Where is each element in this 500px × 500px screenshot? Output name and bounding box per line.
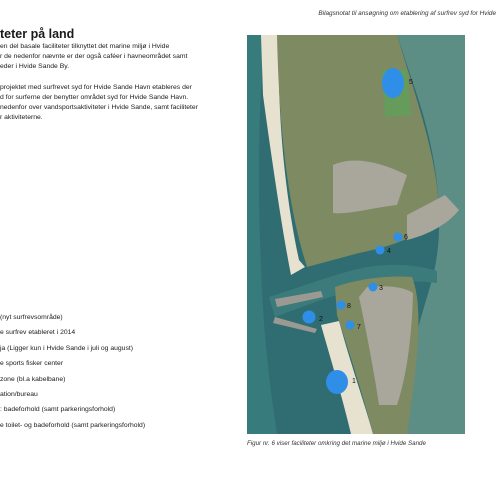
facility-marker-4	[376, 246, 385, 255]
facility-list-item: e surfrev etableret i 2014	[0, 329, 76, 337]
project-paragraph-line: r aktiviteterne.	[0, 114, 43, 121]
facility-marker-2	[303, 311, 316, 324]
facility-marker-1	[326, 370, 348, 394]
facility-marker-8	[337, 301, 346, 310]
facility-list-item: e toilet- og badeforhold (samt parkeringsforhold)	[0, 421, 146, 429]
project-paragraph	[0, 83, 240, 123]
facility-marker-label-5: 5	[409, 79, 413, 86]
project-paragraph-line: nedenfor over vandsportsaktiviteter i Hvide Sande, samt faciliteter	[0, 104, 198, 111]
facility-list-item: ation/bureau	[0, 390, 38, 398]
facility-marker-3	[369, 283, 378, 292]
intro-paragraph-line: eder i Hvide Sande By.	[0, 63, 70, 70]
section-heading: teter på land	[0, 27, 75, 41]
intro-paragraph-line: en del basale faciliteter tilknyttet det marine miljø i Hvide	[0, 43, 170, 50]
facility-list-item: zone (bl.a kabelbane)	[0, 375, 66, 383]
facility-list	[0, 310, 145, 433]
facility-list-item: ja (Ligger kun i Hvide Sande i juli og august)	[0, 344, 133, 352]
facility-marker-label-8: 8	[347, 303, 351, 310]
facility-marker-5	[382, 68, 404, 98]
facility-marker-label-6: 6	[404, 234, 408, 241]
facility-marker-label-1: 1	[352, 378, 356, 385]
facility-list-item: : badeforhold (samt parkeringsforhold)	[0, 406, 116, 414]
header-note: Bilagsnotat til ansøgning om etablering af surfrev syd for Hvide	[318, 10, 496, 17]
aerial-map	[247, 35, 465, 434]
facility-list-item: e sports fisker center	[0, 360, 64, 368]
facility-marker-7	[346, 321, 355, 330]
facility-marker-label-2: 2	[319, 316, 323, 323]
intro-paragraph-line: r de nedenfor nævnte er der også caféer i havneområdet samt	[0, 53, 188, 60]
facility-marker-label-7: 7	[357, 324, 361, 331]
project-paragraph-line: projektet med surfrevet syd for Hvide Sande Havn etableres der	[0, 84, 192, 91]
facility-marker-6	[394, 233, 403, 242]
facility-marker-label-3: 3	[379, 285, 383, 292]
figure-caption: Figur nr. 6 viser faciliteter omkring det marine miljø i Hvide Sande	[247, 440, 426, 447]
intro-paragraph	[0, 42, 240, 72]
facility-list-item: (nyt surfrevsområde)	[0, 314, 63, 321]
facility-marker-label-4: 4	[387, 248, 391, 255]
aerial-map-svg	[247, 35, 465, 434]
project-paragraph-line: d for surferne der benytter området syd for Hvide Sande Havn.	[0, 94, 189, 101]
